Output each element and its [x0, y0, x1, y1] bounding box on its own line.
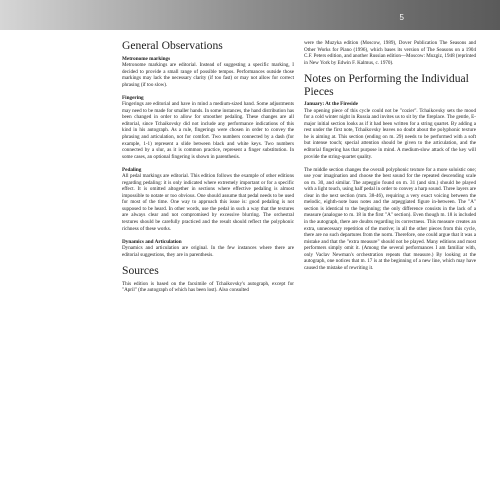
fingering-paragraph: Fingerings are editorial and have in mind a medium-sized hand. Some adjustments may need to be made for smaller hands. In some instances, the hand distribution has been changed in order to allow for smoother pedaling. These changes are all editorial, since Tchaikovsky did not include any performance indications of this kind in his autograph. As a rule, fingerings were chosen in order to convey the phrasing and articulation, not for comfort. Two numbers connected by a dash (for example, 1-1) represent a slide between black and white keys. Two numbers connected by a slur, as it is common practice, represent a finger substitution. In some cases, an optional fingering is shown in parenthesis.: [122, 101, 294, 160]
metronome-paragraph: Metronome markings are editorial. Instead of suggesting a specific marking, I decided to provide a small range of possible tempos. Performances outside those markings may lack the necessary clarity (if too fast) or may not allow for correct phrasing (if too slow).: [122, 62, 294, 88]
pedaling-heading: Pedaling: [122, 166, 142, 173]
metronome-heading: Metronome markings: [122, 55, 171, 62]
sources-continued-paragraph: were the Muzyka edition (Moscow, 1989), Dover Publication The Seasons and Other Works for Piano (1996), which bases its version of The Seasons on a 1904 C.F. Peters edition, and another Russian edition—Moscow: Muzgiz, 1948 (reprinted in New York by Edwin F. Kalmus, c. 1970).: [304, 40, 476, 66]
dynamics-paragraph: Dynamics and articulation are original. In the few instances where there are editorial suggestions, they are in parenthesis.: [122, 245, 294, 258]
pedaling-paragraph: All pedal markings are editorial. This edition follows the example of other editions regarding pedaling: it is only indicated where extremely important or for a specific effect. It is omitted altogether in sections where effective pedaling is almost impossible to notate or too obvious. One should assume that pedal needs to be used for most of the time. One way to approach this issue is: good pedaling is not supposed to be heard. In other words, use the pedal in such a way that the textures are always clear and not compromised by excessive blurring. The orchestral textures should be carefully practiced and the result should reflect the polyphonic richness of these works.: [122, 173, 294, 232]
fingering-heading: Fingering: [122, 94, 144, 101]
general-observations-heading: General Observations: [122, 39, 223, 52]
january-paragraph-1: The opening piece of this cycle could not be "cozier". Tchaikovsky sets the mood for a cold winter night in Russia and invites us to sit by the fireplace. The gentle, E-major initial section looks as if it had been written for a string quartet. By adding a rest under the first note, Tchaikovsky leaves no doubt about the polyphonic texture he is aiming at. This section (ending on m. 29) needs to be performed with a soft but intense touch; special attention should be given to the articulation, and the editorial fingering has that purpose in mind. A medium-slow attack of the key will provide the string-quartet quality.: [304, 107, 476, 160]
dynamics-heading: Dynamics and Articulation: [122, 238, 182, 245]
january-heading: January: At the Fireside: [304, 101, 358, 108]
right-column: [304, 40, 476, 271]
left-column: [122, 40, 294, 294]
sources-heading: Sources: [122, 264, 159, 278]
january-paragraph-2: The middle section changes the overall polyphonic texture for a more soloistic one; use your imagination and choose the best sound for the repeated descending scale on m. 30, and similar. The arpeggio found on m. 31 (and sim.) should be played with a light touch, using half pedal in order to convey a harp sound. Three layers are clear in the next section (mm. 38-46), requiring a very exact voicing between the melodic, eighth-note bass notes and the arpeggiated figure in-between. The "A" section is identical to the beginning; the only difference consists in the lack of a measure (analogue to m. 18 in the first "A" section). Even though m. 18 is included in the autograph, there are doubts regarding its correctness. This measure creates an extra, unnecessary repetition of the motive; in all the other pieces from this cycle, there are no such departures from the norm. Therefore, one could argue that it was a mistake and that the "extra measure" should not be played. Many editions and most performers simply omit it. (Among the several performances I am familiar with, only Vaclav Newman's orchestration repeats that measure.) By looking at the autograph, one notices that m. 17 is at the beginning of a new line, which may have caused the mistake of rewriting it.: [304, 166, 476, 271]
page-number: 5: [399, 13, 404, 22]
sources-paragraph: This edition is based on the facsimile of Tchaikovsky's autograph, except for "April" (the autograph of which has been lost). Also consulted: [122, 280, 294, 294]
notes-heading: Notes on Performing the Individual Pieces: [304, 72, 469, 98]
header-banner: [0, 0, 500, 30]
